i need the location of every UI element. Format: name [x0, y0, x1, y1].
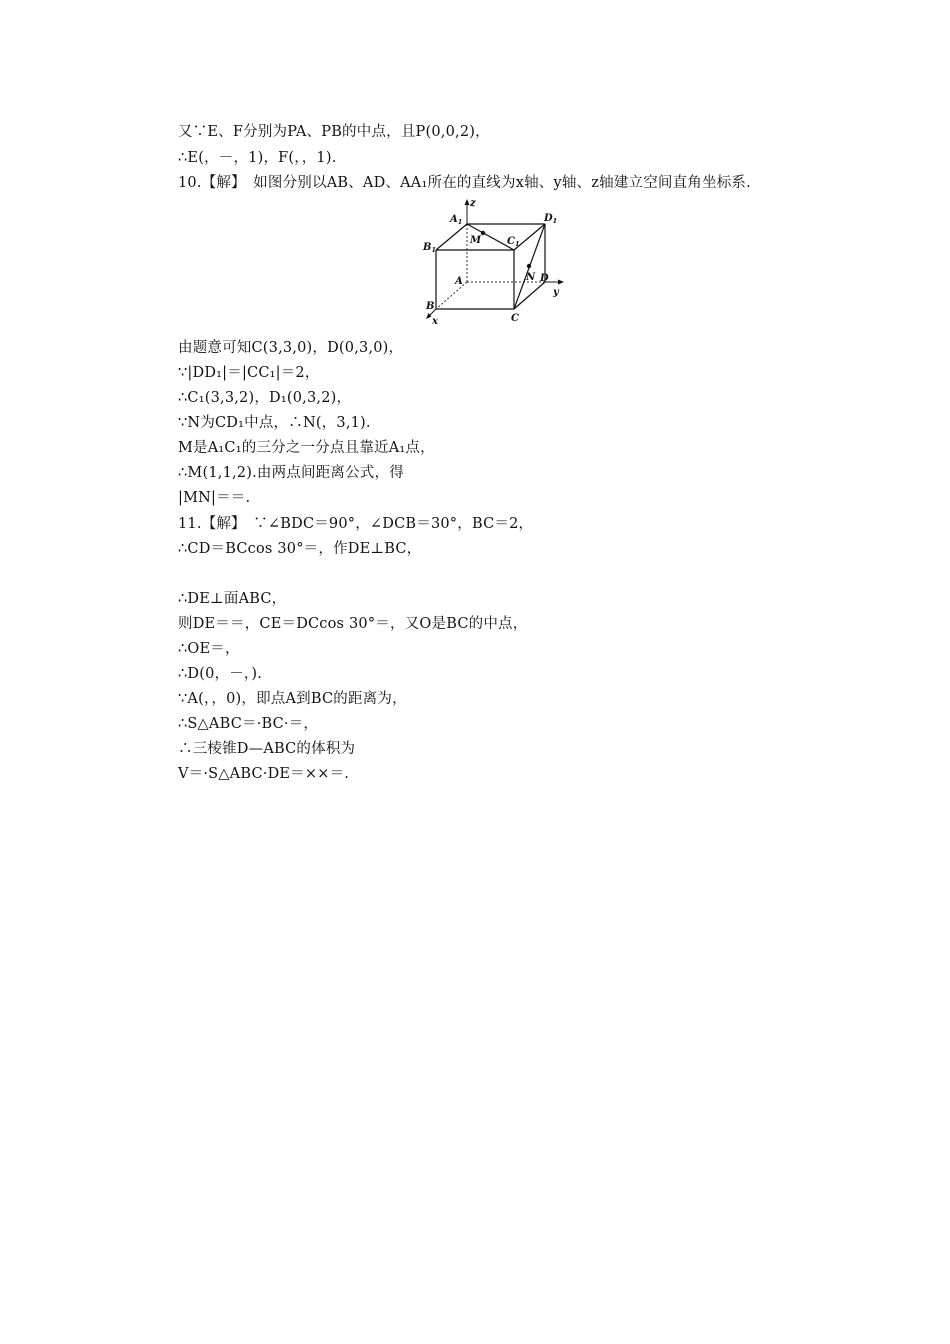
text-line-14: 则DE＝＝，CE＝DCcos 30°＝，又O是BC的中点， [178, 616, 528, 632]
text-line-7: ∵N为CD₁中点，∴N(，3,1). [178, 415, 371, 431]
text-line-18: ∴S△ABC＝·BC·＝， [178, 716, 319, 732]
label-C1: $C_1$ [507, 236, 520, 248]
label-C: C [511, 313, 519, 324]
label-M: M [470, 235, 482, 246]
label-B: B [426, 301, 435, 312]
text-line-13: ∴DE⊥面ABC， [178, 591, 287, 607]
point-M [481, 231, 485, 235]
label-B1: $B_1$ [423, 242, 436, 254]
text-line-8: M是A₁C₁的三分之一分点且靠近A₁点， [178, 440, 435, 456]
label-D1: $D_1$ [544, 213, 558, 225]
text-line-19: ∴三棱锥D—ABC的体积为 [178, 741, 356, 757]
label-x: x [432, 316, 438, 327]
cube-coordinate-figure [420, 198, 570, 330]
text-line-5: ∵|DD₁|＝|CC₁|＝2， [178, 365, 320, 381]
text-line-6: ∴C₁(3,3,2)，D₁(0,3,2)， [178, 390, 352, 406]
point-N [527, 264, 531, 268]
text-line-11: 11.【解】 ∵∠BDC＝90°，∠DCB＝30°，BC＝2， [178, 516, 534, 532]
text-line-9: ∴M(1,1,2).由两点间距离公式，得 [178, 465, 404, 481]
z-axis-arrow [465, 199, 470, 205]
label-N: N [526, 272, 536, 283]
cube-diagram-svg [420, 198, 570, 330]
label-A: A [455, 276, 463, 287]
text-line-15: ∴OE＝， [178, 641, 240, 657]
text-line-2: ∴E(，－，1)，F(，，1). [178, 150, 337, 166]
text-line-17: ∵A(，，0)，即点A到BC的距离为， [178, 691, 407, 707]
text-line-16: ∴D(0，－，). [178, 666, 263, 682]
text-line-4: 由题意可知C(3,3,0)，D(0,3,0)， [178, 340, 404, 356]
text-line-20: V＝·S△ABC·DE＝××＝. [178, 766, 350, 782]
text-line-3: 10.【解】 如图分别以AB、AD、AA₁所在的直线为x轴、y轴、z轴建立空间直角坐标系. [178, 175, 751, 191]
edge-A1-B1 [436, 224, 467, 250]
text-line-12: ∴CD＝BCcos 30°＝，作DE⊥BC， [178, 541, 422, 557]
label-y: y [553, 287, 559, 298]
y-axis-arrow [558, 280, 564, 285]
label-A1: $A_1$ [450, 214, 463, 226]
label-z: z [470, 198, 476, 209]
label-D: D [540, 273, 549, 284]
text-line-10: |MN|＝＝. [178, 490, 251, 506]
text-line-1: 又∵E、F分别为PA、PB的中点，且P(0,0,2)， [178, 124, 490, 140]
